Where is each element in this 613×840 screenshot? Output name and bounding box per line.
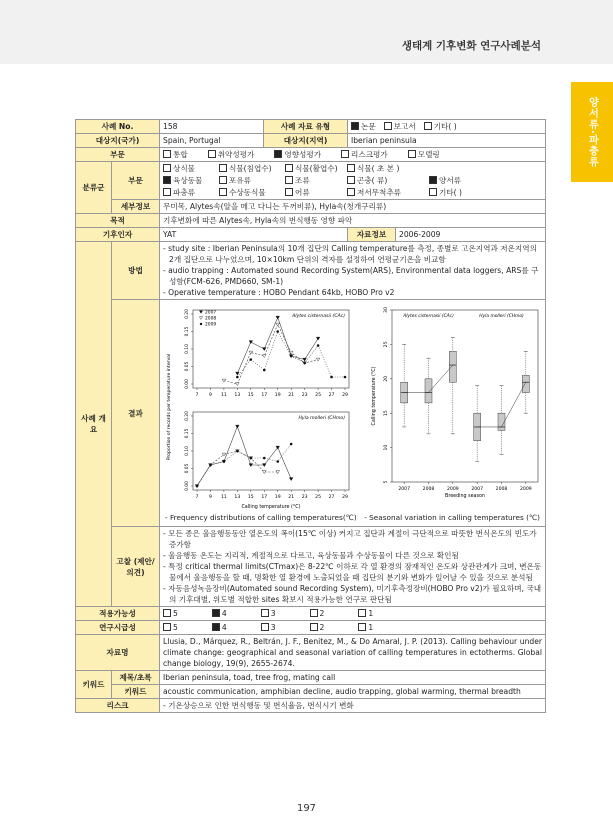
y-tick-label: 20	[384, 375, 390, 382]
checkbox-option[interactable]	[310, 608, 325, 619]
checkbox-option[interactable]	[285, 175, 339, 186]
unchecked-box-icon[interactable]	[429, 188, 437, 196]
y-tick-label: 0.05	[185, 361, 190, 372]
y-tick-label: 0.15	[185, 326, 190, 337]
purpose-value: 기후변화에 따른 Alytes속, Hyla속의 번식행동 영향 파악	[160, 214, 546, 228]
legend-label: 2007	[205, 310, 217, 316]
x-tick-label: 17	[261, 495, 268, 500]
y-axis-label: Calling temperature (°C)	[372, 366, 378, 426]
box	[449, 351, 456, 382]
method-line: - Operative temperature : HOBO Pendant 64kb, HOBO Pro v2	[163, 288, 395, 297]
risk-value: - 기온상승으로 인한 번식행동 및 번식율음, 번식시기 변화	[160, 699, 546, 713]
x-tick-label: 2007	[398, 487, 411, 492]
reference-label: 자료명	[76, 635, 160, 671]
keyword-value: acoustic communication, amphibian decline, audio trapping, global warming, thermal breadth	[160, 685, 546, 699]
series-line	[197, 427, 291, 487]
checkbox-option[interactable]	[261, 622, 276, 633]
unchecked-box-icon[interactable]	[219, 176, 227, 184]
option-label: 파충류	[173, 188, 196, 197]
data-info-label: 자료정보	[348, 228, 396, 242]
x-tick-label: 21	[288, 393, 295, 398]
unchecked-box-icon[interactable]	[261, 609, 269, 617]
x-tick-label: 29	[342, 495, 348, 500]
data-point	[290, 355, 293, 358]
option-label: 5	[173, 623, 178, 632]
checkbox-option[interactable]	[358, 608, 373, 619]
x-tick-label: 11	[220, 393, 227, 398]
x-tick-label: 13	[234, 393, 241, 398]
x-tick-label: 19	[274, 393, 281, 398]
x-tick-label: 25	[315, 393, 322, 398]
checkbox-option[interactable]	[358, 622, 373, 633]
option-label: 3	[270, 609, 276, 618]
checkbox-option[interactable]	[424, 121, 457, 132]
box	[522, 375, 529, 392]
checked-box-icon[interactable]	[429, 176, 437, 184]
data-point	[262, 348, 266, 351]
page-header	[0, 0, 613, 64]
option-label: 리스크평가	[351, 150, 388, 159]
option-label: 모델링	[417, 150, 440, 159]
unchecked-box-icon[interactable]	[163, 623, 171, 631]
applicability-label: 적용가능성	[76, 607, 160, 621]
checkbox-option[interactable]	[347, 163, 421, 174]
option-label: 어류	[295, 188, 310, 197]
x-tick-label: 13	[234, 495, 241, 500]
result-caption-right: - Seasonal variation in calling temperatures (℃)	[364, 513, 541, 522]
checkbox-option[interactable]	[212, 608, 227, 619]
x-tick-label: 27	[328, 393, 335, 398]
checkbox-option[interactable]	[429, 175, 485, 186]
option-label: 2	[319, 609, 325, 618]
checked-box-icon[interactable]	[351, 122, 359, 130]
unchecked-box-icon[interactable]	[285, 188, 293, 196]
unchecked-box-icon[interactable]	[310, 623, 318, 631]
option-label: 1	[368, 609, 374, 618]
result-cell	[160, 300, 546, 527]
unchecked-box-icon[interactable]	[163, 150, 171, 158]
checkbox-option[interactable]	[408, 149, 440, 160]
data-point	[209, 464, 212, 467]
data-info-value: 2006-2009	[396, 228, 546, 242]
option-label: 조류	[295, 176, 310, 185]
x-tick-label: 2009	[519, 487, 532, 492]
x-tick-label: 9	[208, 393, 212, 398]
checkbox-option[interactable]	[285, 163, 339, 174]
x-tick-label: 7	[195, 393, 199, 398]
y-tick-label: 0.20	[185, 309, 190, 319]
option-label: 수상동식물	[229, 188, 266, 197]
unchecked-box-icon[interactable]	[358, 623, 366, 631]
option-label: 육상동물	[173, 176, 203, 185]
checked-box-icon[interactable]	[212, 623, 220, 631]
checkbox-option[interactable]	[310, 622, 325, 633]
method-label: 방법	[112, 242, 160, 300]
option-label: 기타( )	[439, 188, 463, 197]
checkbox-option[interactable]	[163, 149, 188, 160]
data-point	[263, 457, 266, 460]
data-point	[276, 323, 280, 326]
y-tick-label: 25	[384, 341, 390, 348]
data-point	[262, 355, 266, 358]
checkbox-option[interactable]	[274, 149, 321, 160]
option-label: 4	[221, 623, 227, 632]
x-tick-label: 15	[247, 393, 254, 398]
checkbox-option[interactable]	[163, 175, 211, 186]
unchecked-box-icon[interactable]	[163, 188, 171, 196]
method-text	[160, 242, 546, 300]
checkbox-option[interactable]	[219, 175, 277, 186]
data-point	[263, 369, 266, 372]
y-axis-label: Proportion of records per temperature interval	[167, 353, 172, 461]
urgency-label: 연구시급성	[76, 621, 160, 635]
x-tick-label: 23	[301, 495, 308, 500]
overview-label: 사례 개요	[76, 242, 112, 607]
class-label: 분류군	[76, 162, 112, 214]
discussion-line: - 모든 종은 울음행동동안 열온도의 폭이(15℃ 이상) 커지고 집단과 계절이 극단적으로 따뜻한 번식온도의 빈도가 증가함	[163, 529, 537, 549]
option-label: 저서무척추류	[357, 188, 402, 197]
x-axis-label: Breeding season	[445, 494, 485, 499]
x-tick-label: 11	[220, 495, 227, 500]
y-tick-label: 0.20	[185, 411, 190, 421]
y-tick-label: 0.15	[185, 428, 190, 439]
keyword-label: 키워드	[76, 671, 112, 699]
y-tick-label: 0.10	[185, 344, 190, 354]
option-label: 상식물	[173, 164, 196, 173]
data-point	[276, 316, 280, 319]
checkbox-option[interactable]	[384, 121, 416, 132]
data-point	[236, 383, 240, 386]
country-value: Spain, Portugal	[160, 134, 264, 148]
unchecked-box-icon[interactable]	[310, 609, 318, 617]
unchecked-box-icon[interactable]	[219, 164, 227, 172]
option-label: 3	[270, 623, 276, 632]
case-table	[75, 119, 546, 713]
x-tick-label: 7	[195, 495, 199, 500]
x-tick-label: 25	[315, 495, 322, 500]
plot-frame	[193, 310, 349, 388]
group-label: Alytes cisternasii (CAc)	[403, 314, 454, 319]
series-line	[197, 451, 278, 486]
x-tick-label: 15	[247, 495, 254, 500]
unchecked-box-icon[interactable]	[347, 188, 355, 196]
frequency-distribution-figure	[163, 304, 353, 510]
climate-factor-label: 기후인자	[76, 228, 160, 242]
legend-marker	[199, 317, 202, 320]
data-point	[316, 358, 320, 361]
checkbox-option[interactable]	[429, 187, 485, 198]
y-tick-label: 0.00	[185, 481, 190, 491]
unchecked-box-icon[interactable]	[163, 609, 171, 617]
region-label: 대상지(지역)	[264, 134, 348, 148]
unchecked-box-icon[interactable]	[424, 122, 432, 130]
y-tick-label: 5	[384, 480, 390, 484]
checkbox-option[interactable]	[212, 622, 227, 633]
unchecked-box-icon[interactable]	[358, 609, 366, 617]
option-label: 기타( )	[433, 122, 457, 131]
y-tick-label: 0.00	[185, 379, 190, 389]
reference-value: Llusia, D., Márquez, R., Beltrán, J. F., Benitez, M., & Do Amaral, J. P. (2013). Calling behaviour under climate change: geographical and seasonal variation of calling temperatures in ectotherms. Global change biology, 19(9), 2655-2674.	[160, 635, 546, 671]
option-label: 1	[368, 623, 374, 632]
result-caption-left: - Frequency distributions of calling temperatures(℃)	[165, 513, 357, 522]
option-label: 논문	[361, 122, 376, 131]
box	[498, 413, 505, 430]
applicability-options	[160, 607, 546, 621]
method-line: - study site : Iberian Peninsula의 10개 집단의 Calling temperature를 측정, 종별로 고온지역과 저온지역의 2개 집단으로 나누었으며, 10×10km 단위의 격자를 설정하여 연평균기온을 비교함	[163, 244, 537, 264]
checkbox-option[interactable]	[163, 622, 178, 633]
discussion-line: - 울음행동 온도는 지리적, 계절적으로 다르고, 육상동물과 수상동물이 다른 것으로 확인됨	[163, 551, 459, 560]
data-point	[316, 337, 320, 340]
group-label: Hyla molleri (CHmo)	[479, 314, 524, 319]
checkbox-option[interactable]	[219, 187, 277, 198]
option-label: 포유류	[229, 176, 252, 185]
data-point	[290, 443, 293, 446]
x-tick-label: 9	[208, 495, 212, 500]
legend-label: 2008	[205, 316, 217, 322]
data-point	[249, 341, 253, 344]
side-tab[interactable]	[571, 82, 613, 182]
class-options	[160, 162, 546, 200]
legend-label: 2009	[205, 322, 217, 328]
checkbox-option[interactable]	[347, 187, 421, 198]
box	[425, 379, 432, 403]
data-point	[330, 376, 333, 379]
data-point	[303, 358, 307, 361]
discussion-line: - 자동음성녹음장비(Automated sound Recording System), 미기후측정장비(HOBO Pro v2)가 필요하며, 국내의 기후대별, 위도별 적합한 sites 확보시 적용가능한 연구로 판단됨	[163, 584, 542, 604]
sector-options	[160, 148, 546, 162]
discussion-line: - 특정 critical thermal limits(CTmax)은 8-22℃ 이하로 각 열 환경의 잠재적인 온도와 상관관계가 크며, 변온동물에서 울음행동을 할 때, 명확한 열 환경에 노출되었을 때 집단의 분기와 변화가 일어날 수 있을 것으로 분석됨	[163, 562, 542, 582]
x-tick-label: 19	[274, 495, 281, 500]
unchecked-box-icon[interactable]	[384, 122, 392, 130]
x-tick-label: 17	[261, 393, 268, 398]
seasonal-variation-figure	[368, 304, 542, 510]
discussion-label: 고찰 (제안/의견)	[112, 527, 160, 607]
purpose-label: 목적	[76, 214, 160, 228]
sector-label: 부문	[76, 148, 160, 162]
title-abstract-label: 제목/초록	[112, 671, 160, 685]
option-label: 2	[319, 623, 325, 632]
y-tick-label: 0.10	[185, 446, 190, 456]
checkbox-option[interactable]	[219, 163, 277, 174]
title-abstract-value: Iberian peninsula, toad, tree frog, mating call	[160, 671, 546, 685]
unchecked-box-icon[interactable]	[347, 176, 355, 184]
climate-factor-value: YAT	[160, 228, 348, 242]
data-point	[196, 485, 199, 488]
checked-box-icon[interactable]	[274, 150, 282, 158]
option-label: 식물(침엽수)	[229, 164, 272, 173]
plot-frame	[392, 310, 538, 482]
y-tick-label: 10	[384, 444, 390, 451]
case-type-options	[348, 120, 546, 134]
checkbox-option[interactable]	[163, 187, 211, 198]
data-point	[236, 425, 240, 428]
data-point	[250, 358, 253, 361]
y-tick-label: 15	[384, 410, 390, 417]
x-tick-label: 2007	[471, 487, 484, 492]
checkbox-option[interactable]	[208, 149, 255, 160]
country-label: 대상지(국가)	[76, 134, 160, 148]
option-label: 양서류	[439, 176, 462, 185]
unchecked-box-icon[interactable]	[408, 150, 416, 158]
checkbox-option[interactable]	[347, 175, 421, 186]
x-tick-label: 21	[288, 495, 295, 500]
checked-box-icon[interactable]	[212, 609, 220, 617]
discussion-text	[160, 527, 546, 607]
urgency-options	[160, 621, 546, 635]
data-point	[236, 372, 240, 375]
checked-box-icon[interactable]	[163, 176, 171, 184]
keyword-sub-label: 키워드	[112, 685, 160, 699]
data-point	[276, 460, 279, 463]
class-sector-label: 부문	[112, 162, 160, 200]
detail-label: 세부정보	[112, 200, 160, 214]
data-point	[236, 376, 239, 379]
checkbox-option[interactable]	[163, 608, 178, 619]
unchecked-box-icon[interactable]	[208, 150, 216, 158]
case-type-label: 사례 자료 유형	[264, 120, 348, 134]
detail-value: 무미목, Alytes속(알을 메고 다니는 두꺼비류), Hyla속(청개구리류)	[160, 200, 546, 214]
option-label: 영향성평가	[284, 150, 322, 159]
x-tick-label: 23	[301, 393, 308, 398]
y-tick-label: 0.05	[185, 463, 190, 474]
x-axis-label: Calling temperature (°C)	[241, 505, 301, 510]
unchecked-box-icon[interactable]	[347, 164, 355, 172]
method-line: - audio trapping : Automated sound Recording System(ARS), Environmental data loggers, ARS를 구성함(FCM-626, PMD660, SM-1)	[163, 266, 539, 286]
unchecked-box-icon[interactable]	[285, 176, 293, 184]
x-tick-label: 29	[342, 393, 348, 398]
x-tick-label: 2008	[495, 487, 508, 492]
panel-title: Hyla molleri (CHmo)	[298, 416, 345, 421]
case-no-value: 158	[160, 120, 264, 134]
data-point	[223, 460, 226, 463]
result-label: 결과	[112, 300, 160, 527]
data-point	[276, 330, 279, 333]
unchecked-box-icon[interactable]	[341, 150, 349, 158]
data-point	[236, 450, 239, 453]
data-point	[289, 478, 293, 481]
option-label: 보고서	[393, 122, 416, 131]
x-tick-label: 2009	[446, 487, 459, 492]
x-tick-label: 2008	[422, 487, 435, 492]
legend-marker	[200, 323, 202, 325]
unchecked-box-icon[interactable]	[285, 164, 293, 172]
option-label: 4	[221, 609, 227, 618]
option-label: 5	[173, 609, 178, 618]
unchecked-box-icon[interactable]	[219, 188, 227, 196]
option-label: 식물( 초 본 )	[357, 164, 400, 173]
data-point	[344, 376, 347, 379]
plot-frame	[193, 412, 349, 490]
option-label: 통합	[173, 150, 188, 159]
data-point	[317, 344, 320, 347]
checkbox-option[interactable]	[285, 187, 339, 198]
legend-marker	[199, 311, 202, 314]
risk-label: 리스크	[76, 699, 160, 713]
unchecked-box-icon[interactable]	[261, 623, 269, 631]
data-point	[250, 457, 253, 460]
page-number: 197	[296, 803, 317, 814]
x-tick-label: 27	[328, 495, 335, 500]
header-title: 생태계 기후변화 연구사례분석	[401, 40, 541, 52]
checkbox-option[interactable]	[351, 121, 376, 132]
checkbox-option[interactable]	[341, 149, 388, 160]
checkbox-option[interactable]	[261, 608, 276, 619]
side-tab-label: 양서류·파충류	[586, 96, 598, 168]
case-no-label: 사례 No.	[76, 120, 160, 134]
y-tick-label: 30	[384, 307, 390, 313]
option-label: 취약성평가	[217, 150, 255, 159]
checkbox-option[interactable]	[163, 163, 211, 174]
option-label: 곤충( 류)	[357, 176, 388, 185]
option-label: 식물(활엽수)	[295, 164, 338, 173]
unchecked-box-icon[interactable]	[163, 164, 171, 172]
region-value: Iberian peninsula	[348, 134, 546, 148]
panel-title: Alytes cisternasii (CAc)	[292, 314, 345, 319]
data-point	[303, 362, 306, 365]
